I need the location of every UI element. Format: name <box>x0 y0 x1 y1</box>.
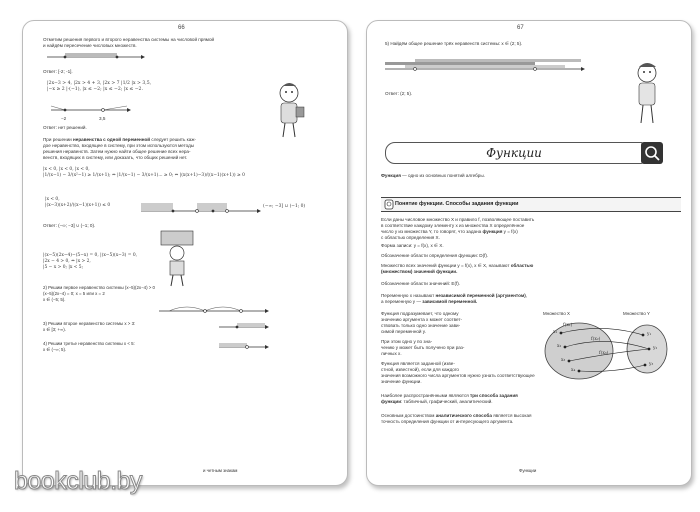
right-footer: Функции <box>519 468 537 473</box>
p1-text: Если даны числовое множество X и правило f, позволяющее поставить в соответствие каждому элементу x из множества X определённое число y из множества Y, то говорят, что задана <box>381 217 535 234</box>
fx-label-2: f(x₂) <box>591 337 601 342</box>
set-x-label: Множество X <box>543 311 570 316</box>
answer-right: Ответ: (2; 5). <box>385 91 413 96</box>
paragraph-2: Форма записи: y = f(x), x ∈ X. <box>381 243 444 248</box>
p4-start: Множество всех значений функции y = f(x), x ∈ X, называют <box>381 263 510 268</box>
number-line-3 <box>159 303 269 317</box>
p10-start: Наиболее распространёнными являются <box>381 393 469 398</box>
search-icon <box>641 142 663 164</box>
watermark: bookclub.by <box>14 467 142 495</box>
fraction-block: |x < 0, |x < 0, |x < 0, |1/(x−1) − 3/(x²−1) ≥ 1/(x+1); ⇔ |1/(x−1) − 3/(x+1)... ≥ 0; ⇔ |(x(x+1)−3)/((x−1)(x+1)) ≥ 0 <box>43 167 245 178</box>
paragraph-4 <box>381 263 681 275</box>
system-block: |2x−3 > 4, |2x > 4 + 3, |2x > 7 |1/2 |x > 3,5, |−x ≥ 2 |·(−1), |x ≤ −2; |x ≤ −2; |x ≤ −2. <box>47 81 152 92</box>
paragraph-11 <box>381 413 681 425</box>
answer-1: Ответ: [-2; -1]. <box>43 69 73 74</box>
combined-number-line <box>385 55 585 75</box>
p10-term: три способа задания функции <box>381 393 518 404</box>
function-mapping-diagram <box>539 319 679 381</box>
step-3: 3) Решим второе неравенство системы x > 3: x ∈ [3; +∞). <box>43 321 136 332</box>
number-line-1 <box>45 51 145 63</box>
interval-answer: (−∞; −3] ∪ (−1; 0) <box>263 204 306 209</box>
paragraph-10 <box>381 393 681 405</box>
p6-term: независимой переменной (аргументом) <box>435 293 526 298</box>
paragraph-3: Обозначение области определения функции: D(f). <box>381 253 489 258</box>
thinking-student-illustration <box>629 61 665 125</box>
example-cases: |(x−5)(2x−4)−(5−x) = 0, |(x−5)(x−3) = 0, |2x − 4 > 0, ⇔ |x > 2, |5 − x > 0; |x < 5; <box>43 253 138 270</box>
paragraph-1 <box>381 217 681 241</box>
y-label-1: y₁ <box>647 332 652 337</box>
p4-term: областью (множеством) значений функции. <box>381 263 534 274</box>
page-number-right: 67 <box>517 25 524 31</box>
y-label-2: y₂ <box>653 346 658 351</box>
answer-2: Ответ: нет решений. <box>43 125 87 130</box>
definition <box>381 173 681 179</box>
page-number-left: 66 <box>178 25 185 31</box>
interval-number-line <box>141 197 261 219</box>
number-line-5 <box>219 341 269 351</box>
para-term: неравенства с одной переменной <box>73 137 151 142</box>
p1-end: y = f(x) с областью определения X. <box>381 229 518 240</box>
subsection-bar <box>381 197 681 212</box>
tick-label-a: −2 <box>61 116 67 121</box>
paragraph-8: При этом одно y по зна- чению y может быть получено при раз- личных x. <box>381 339 465 356</box>
step-4: 4) Решим третье неравенство системы x < 5: x ∈ (−∞; 5). <box>43 341 135 352</box>
left-footer: и четным знакам <box>203 468 238 473</box>
x-label-2: x₂ <box>557 344 562 349</box>
p10-end: : табличный, графический, аналитический. <box>401 399 493 404</box>
set-y-label: Множество Y <box>623 311 650 316</box>
p6-mid: , а переменную y — <box>381 293 528 304</box>
second-block: |x < 0, |(x−3)(x+2)/((x−1)(x+1)) ≤ 0 <box>45 197 111 208</box>
right-page <box>366 20 692 486</box>
para-intro: При решении <box>43 137 72 142</box>
paragraph-inequalities <box>43 137 333 161</box>
paragraph-5: Обозначение области значений: E(f). <box>381 281 461 286</box>
intro-text: Отметим решения первого и второго неравенства системы на числовой прямой и найдём пересечение числовых множеств. <box>43 37 215 48</box>
section-header-bar <box>385 142 643 164</box>
p1-term: функция <box>482 229 503 234</box>
subsection-title: Понятие функции. Способы задания функции <box>395 201 519 207</box>
fx-label-1: f(x₁) <box>563 323 573 328</box>
tick-label-b: 3,5 <box>99 116 106 121</box>
fx-label-3: f(x₃) <box>599 351 609 356</box>
paragraph-6 <box>381 293 681 305</box>
y-label-3: y₃ <box>649 362 654 367</box>
p11-term: аналитического способа <box>435 413 492 418</box>
step-5: 5) Найдём общее решение трёх неравенств системы: x ∈ (2; 5). <box>385 41 523 46</box>
x-label-4: x₄ <box>571 368 576 373</box>
bulb-marker-icon <box>384 199 394 209</box>
answer-3: Ответ: (−∞; −3] ∪ (−1; 0). <box>43 223 96 228</box>
x-label-1: x₁ <box>553 330 558 335</box>
paragraph-7: Функция подразумевает, что одному значению аргумента x может соответ- ствовать только одно значение зави- симой переменной y. <box>381 311 463 334</box>
step-2: 2) Решим первое неравенство системы (x−5)(2x−4) > 0 (x−5)(2x−4) = 0; x = 5 или x = 2 x ∈ (−5; 5). <box>43 285 155 302</box>
para-rest: следует решить каж- дое неравенство, входящее в систему, при этом используются методы решения неравенств. Затем нужно найти общее решение всех нера- венств, входящих в систему, или доказать, что общих решений нет. <box>43 137 196 160</box>
number-line-2 <box>51 103 131 117</box>
paragraph-9: Функция является заданной (изве- стной, известной), если для каждого значения возможного числа аргументов нужно узнать соответствующее значение функции. <box>381 361 535 384</box>
definition-term: Функция <box>381 173 401 178</box>
left-page <box>22 20 348 486</box>
search-button[interactable] <box>641 142 663 164</box>
x-label-3: x₃ <box>561 358 566 363</box>
section-header-title: Функции <box>486 146 542 160</box>
p11-start: Основным достоинством <box>381 413 435 418</box>
p6-start: Переменную x называют <box>381 293 435 298</box>
student-illustration <box>269 81 309 141</box>
number-line-4 <box>219 321 269 331</box>
p6-term2: зависимой переменной. <box>422 299 478 304</box>
definition-rest: — одно из основных понятий алгебры. <box>400 173 485 178</box>
p11-end: является высокая точность определения функции от интересующего аргумента. <box>381 413 532 424</box>
